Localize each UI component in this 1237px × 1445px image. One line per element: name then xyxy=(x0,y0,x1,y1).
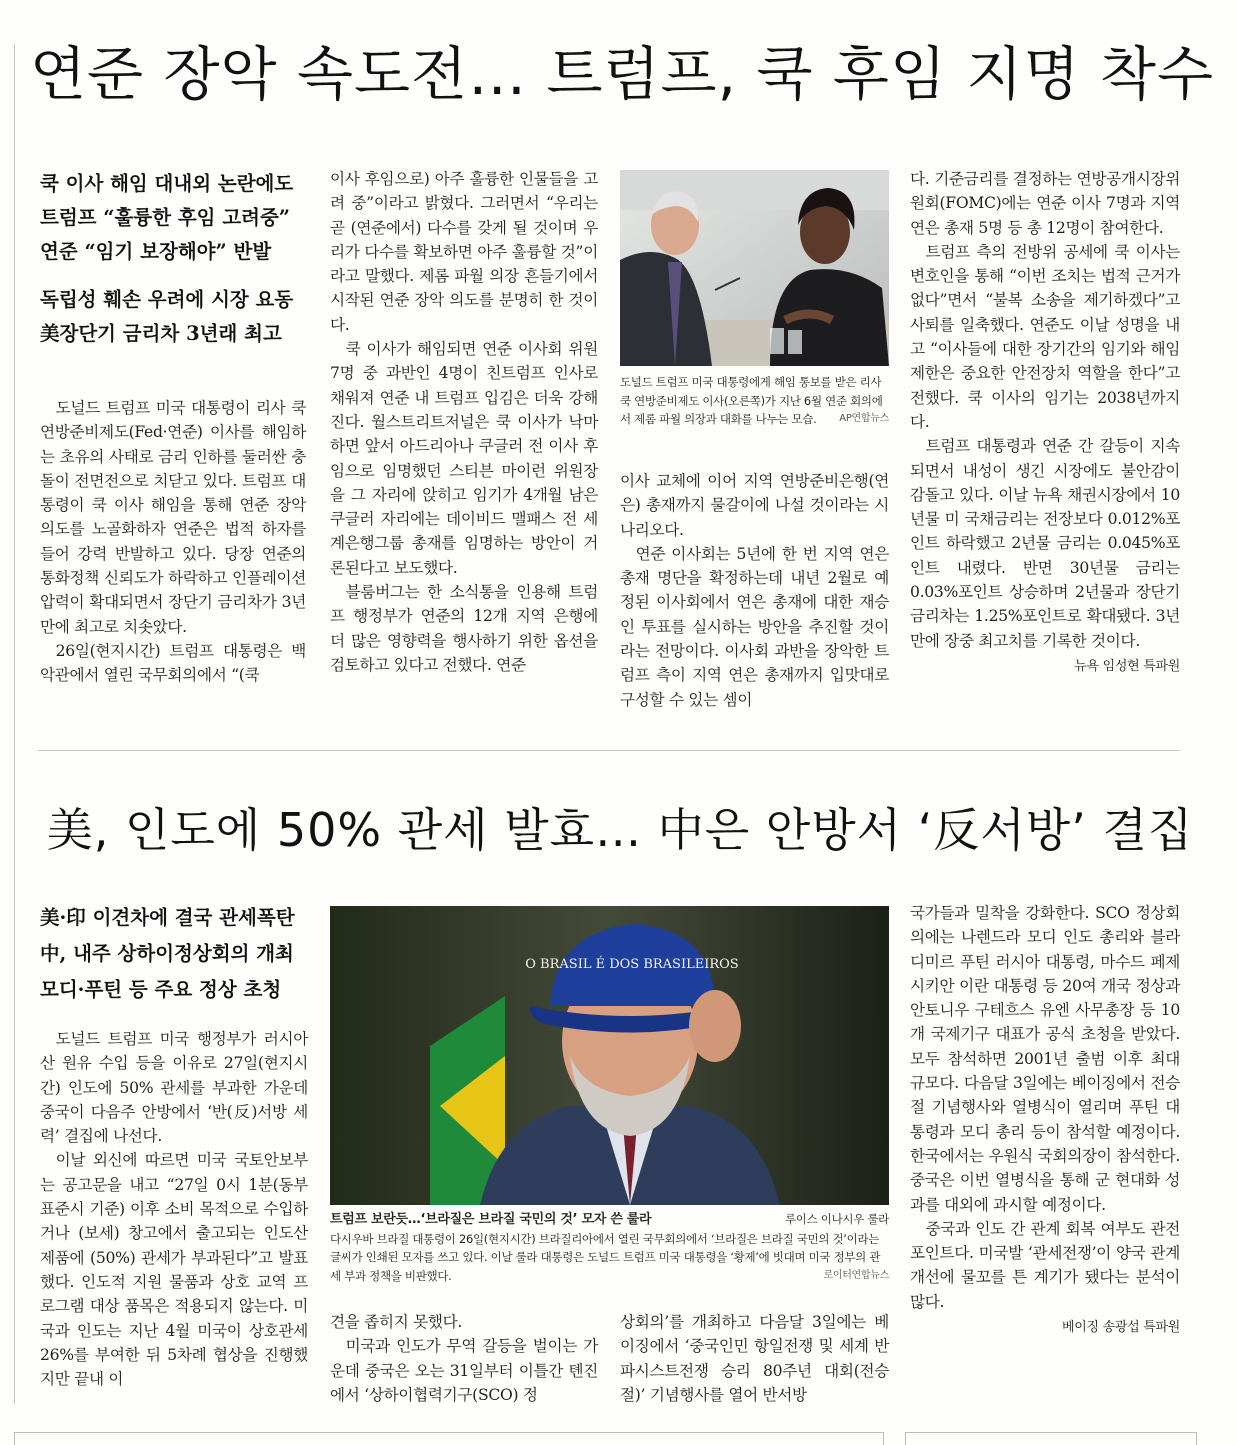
article1-column-2 xyxy=(330,167,598,677)
cap-lettering: O BRASIL É DOS BRASILEIROS xyxy=(525,957,739,972)
article1-subhead: 쿡 이사 해임 대내외 논란에도 xyxy=(40,172,294,195)
article2-subhead: 中, 내주 상하이정상회의 개최 xyxy=(40,942,294,965)
paragraph: 이사 후임으로) 아주 훌륭한 인물들을 고려 중”이라고 밝혔다. 그러면서 “우리는 곧 (연준에서) 다수를 갖게 될 것이며 우리가 다수를 확보하면 아주 훌륭할 것”이라고 말했다. 제롬 파월 의장 흔들기에서 시작된 연준 장악 의도를 분명히 한 것이다. xyxy=(330,170,598,334)
caption-lead: 루이스 이나시우 룰라 xyxy=(785,1212,889,1226)
article2-byline: 베이징 송광섭 특파원 xyxy=(1062,1320,1180,1336)
section-divider xyxy=(38,750,1180,751)
article1-headline: 연준 장악 속도전… 트럼프, 쿡 후임 지명 착수 xyxy=(30,40,1214,108)
article2-column-4 xyxy=(910,901,1180,1340)
article1-column-1 xyxy=(40,396,306,688)
lula-photo-illustration xyxy=(330,906,889,1205)
paragraph: 이날 외신에 따르면 미국 국토안보부는 공고문을 내고 “27일 0시 1분(동부 표준시 기준) 이후 소비 목적으로 수입하거나 (보세) 창고에서 출고되는 인도산 제품에 (50%) 관세가 부과된다”고 발표했다. 인도적 지원 물품과 상호 교역 프로그램 대상 품목은 적용되지 않는다. 미국과 인도는 지난 4월 미국이 상호관세 26%를 부여한 뒤 5차례 협상을 진행했지만 끝내 이 xyxy=(40,1151,308,1389)
paragraph: 트럼프 측의 전방위 공세에 쿡 이사는 변호인을 통해 “이번 조치는 법적 근거가 없다”면서 “불복 소송을 제기하겠다”고 사퇴를 일축했다. 연준도 이날 성명을 내고 “이사들에 대한 장기간의 임기와 해임 제한은 중요한 안전장치 역할을 한다”고 전했다. 쿡 이사의 임기는 2038년까지다. xyxy=(910,242,1180,431)
cook-powell-photo-illustration xyxy=(620,170,889,366)
lula-photo xyxy=(330,906,889,1205)
next-article-box xyxy=(14,1432,884,1445)
paragraph: 상회의’를 개최하고 다음달 3일에는 베이징에서 ‘중국인민 항일전쟁 및 세계 반파시스트전쟁 승리 80주년 대회(전승절)’ 기념행사를 열어 반서방 xyxy=(620,1313,889,1404)
next-article-box xyxy=(905,1432,1197,1445)
paragraph: 쿡 이사가 해임되면 연준 이사회 위원 7명 중 과반인 4명이 친트럼프 인사로 채워져 연준 내 트럼프 입김은 더욱 강해진다. 월스트리트저널은 쿡 이사가 낙마하면 앞서 아드리아나 쿠글러 전 이사 후임으로 임명했던 스티븐 마이런 위원장을 그 자리에 앉히고 임기가 4개월 남은 쿠글러 자리에는 데이비드 맬패스 전 세계은행그룹 총재를 임명하는 방안이 거론된다고 보도했다. xyxy=(330,340,598,577)
photo-credit: AP연합뉴스 xyxy=(839,413,889,424)
paragraph: 26일(현지시간) 트럼프 대통령은 백악관에서 열린 국무회의에서 “(쿡 xyxy=(40,641,306,685)
article2-column-1 xyxy=(40,1027,308,1391)
photo-credit: 로이터연합뉴스 xyxy=(823,1269,889,1281)
paragraph: 국가들과 밀착을 강화한다. SCO 정상회의에는 나렌드라 모디 인도 총리와 블라디미르 푸틴 러시아 대통령, 마수드 페제시키안 이란 대통령 등 20여 개국 정상과 안토니우 구테흐스 유엔 사무총장 등 10개 국제기구 대표가 공식 초청을 받았다. 모두 참석하면 2001년 출범 이후 최대 규모다. 다음달 3일에는 베이징에서 전승절 기념행사와 열병식이 열리며 푸틴 대통령과 모디 총리 등이 참석할 예정이다. 한국에서는 우원식 국회의장이 참석한다. 중국은 이번 열병식을 통해 군 현대화 성과를 대외에 과시할 예정이다. xyxy=(910,904,1180,1214)
article2-subhead: 모디·푸틴 등 주요 정상 초청 xyxy=(40,978,282,1001)
article2-column-2 xyxy=(330,1310,598,1407)
paragraph: 다. 기준금리를 결정하는 연방공개시장위원회(FOMC)에는 연준 이사 7명과 지역 연은 총재 5명 등 총 12명이 참여한다. xyxy=(910,170,1180,237)
article1-byline: 뉴욕 임성현 특파원 xyxy=(1074,658,1180,674)
paragraph: 연준 이사회는 5년에 한 번 지역 연은 총재 명단을 확정하는데 내년 2월로 예정된 이사회에서 연은 총재에 대한 재승인 투표를 실시하는 방안을 추진할 것이라는 전망이다. 이사회 과반을 장악한 트럼프 측이 지역 연은 총재까지 입맛대로 구성할 수 있는 셈이 xyxy=(620,544,889,709)
caption-text: 도널드 트럼프 미국 대통령에게 해임 통보를 받은 리사 쿡 연방준비제도 이사(오른쪽)가 지난 6월 연준 회의에서 제롬 파월 의장과 대화를 나누는 모습. xyxy=(620,375,883,426)
article1-subhead: 연준 “임기 보장해야” 반발 xyxy=(40,240,272,263)
article2-headline: 美, 인도에 50% 관세 발효… 中은 안방서 ‘反서방’ 결집 xyxy=(46,803,1194,857)
article1-column-4 xyxy=(910,167,1180,679)
lula-photo-caption xyxy=(330,1210,889,1285)
article1-subhead: 독립성 훼손 우려에 시장 요동 xyxy=(40,288,294,311)
paragraph: 견을 좁히지 못했다. xyxy=(330,1313,463,1331)
article1-column-3 xyxy=(620,469,889,712)
article2-column-3 xyxy=(620,1310,889,1407)
article1-subhead: 美장단기 금리차 3년래 최고 xyxy=(40,322,282,345)
paragraph: 도널드 트럼프 미국 행정부가 러시아산 원유 수입 등을 이유로 27일(현지시간) 인도에 50% 관세를 부과한 가운데 중국이 다음주 안방에서 ‘반(反)서방 세력’ 결집에 나선다. xyxy=(40,1030,308,1146)
caption-text: 다시우바 브라질 대통령이 26일(현지시간) 브라질리아에서 열린 국무회의에서 ‘브라질은 브라질 국민의 것’이라는 글씨가 인쇄된 모자를 쓰고 있다. 이날 룰라 대통령은 도널드 트럼프 미국 대통령을 ‘황제’에 빗대며 미국 정부의 관세 부과 정책을 비판했다. xyxy=(330,1231,881,1283)
paragraph: 트럼프 대통령과 연준 간 갈등이 지속되면서 내성이 생긴 시장에도 불안감이 감돌고 있다. 이날 뉴욕 채권시장에서 10년물 미 국채금리는 전장보다 0.012%포인트 하락했고 2년물 금리는 0.045%포인트 내렸다. 반면 30년물 금리는 0.03%포인트 상승하며 2년물과 장단기 금리차는 1.25%포인트로 확대됐다. 3년 만에 장중 최고치를 기록한 것이다. xyxy=(910,437,1180,650)
cook-powell-photo xyxy=(620,170,889,366)
article2-subhead: 美·印 이견차에 결국 관세폭탄 xyxy=(40,906,295,929)
paragraph: 미국과 인도가 무역 갈등을 벌이는 가운데 중국은 오는 31일부터 이틀간 톈진에서 ‘상하이협력기구(SCO) 정 xyxy=(330,1337,598,1404)
left-margin-rule xyxy=(14,44,15,1404)
paragraph: 중국과 인도 간 관계 회복 여부도 관전 포인트다. 미국발 ‘관세전쟁’이 양국 관계 개선에 물꼬를 튼 계기가 됐다는 분석이 많다. xyxy=(910,1219,1180,1311)
article1-subhead: 트럼프 “훌륭한 후임 고려중” xyxy=(40,206,291,229)
paragraph: 블룸버그는 한 소식통을 인용해 트럼프 행정부가 연준의 12개 지역 은행에 더 많은 영향력을 행사하기 위한 옵션을 검토하고 있다고 전했다. 연준 xyxy=(330,583,598,674)
paragraph: 이사 교체에 이어 지역 연방준비은행(연은) 총재까지 물갈이에 나설 것이라는 시나리오다. xyxy=(620,472,889,539)
paragraph: 도널드 트럼프 미국 대통령이 리사 쿡 연방준비제도(Fed·연준) 이사를 해임하는 초유의 사태로 금리 인하를 둘러싼 충돌이 전면전으로 치닫고 있다. 트럼프 대통령이 쿡 이사 해임을 통해 연준 장악 의도를 노골화하자 연준은 법적 하자를 들어 강력 반발하고 있다. 당장 연준의 통화정책 신뢰도가 하락하고 인플레이션 압력이 확대되면서 장단기 금리차가 3년 만에 최고로 치솟았다. xyxy=(40,399,306,636)
caption-title: 트럼프 보란듯…‘브라질은 브라질 국민의 것’ 모자 쓴 룰라 xyxy=(330,1212,652,1227)
cook-photo-caption xyxy=(620,373,889,429)
